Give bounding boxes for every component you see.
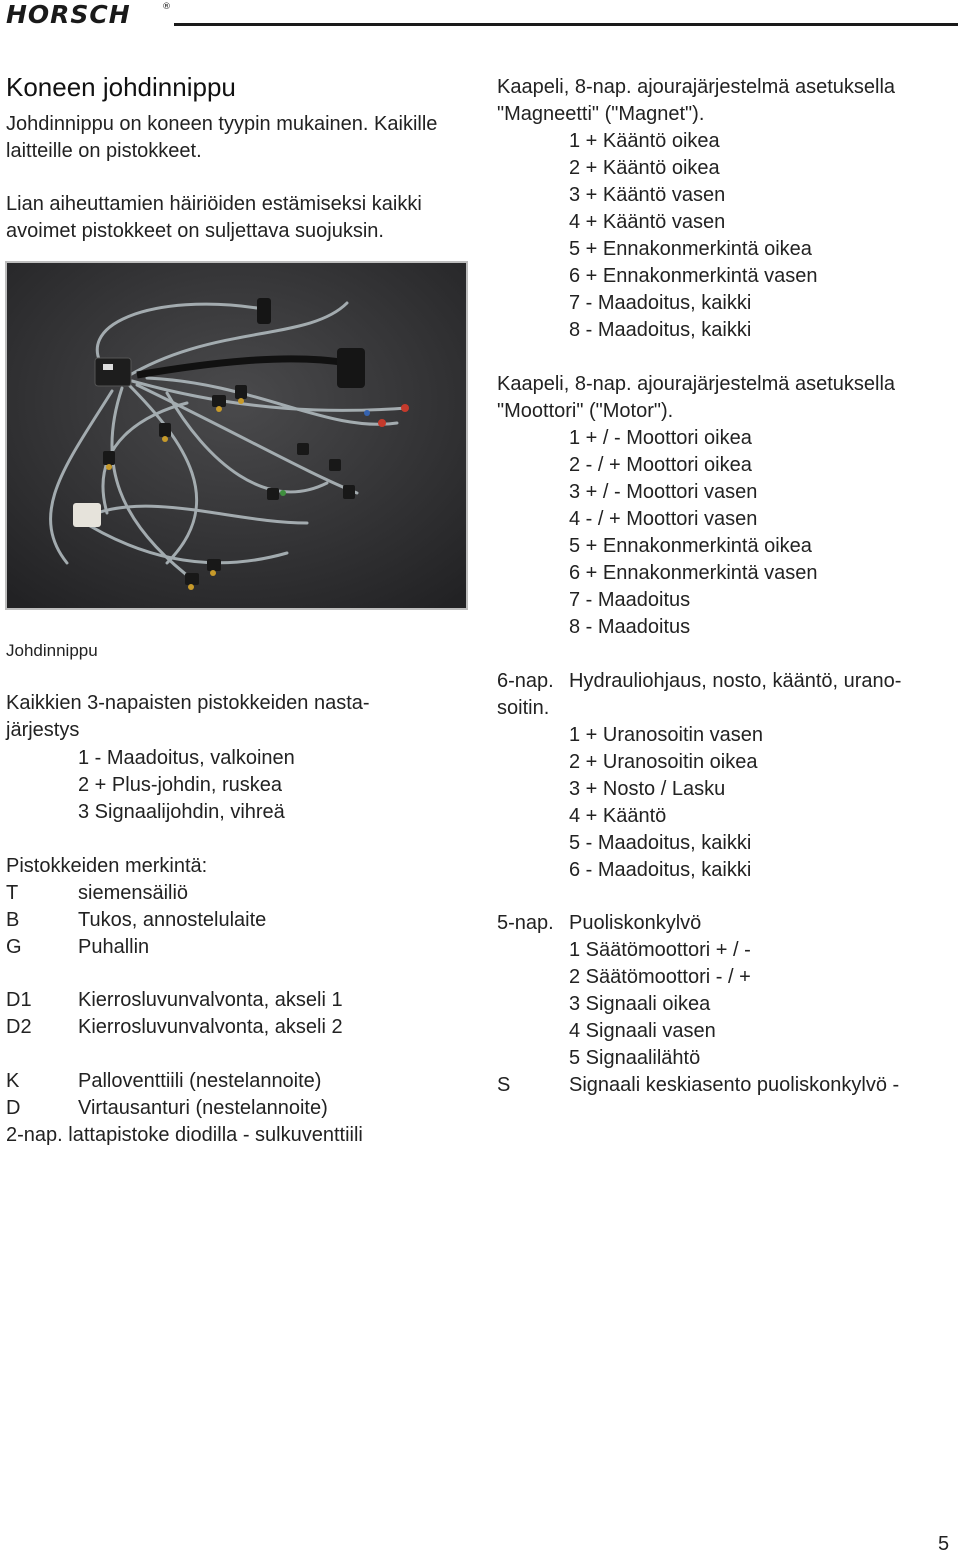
pin-heading-line-1: Kaikkien 3-napaisten pistokkeiden nasta- [6, 692, 370, 714]
wiring-harness-illustration [7, 263, 466, 608]
five-pin-item: 1 Säätömoottori + / - [569, 939, 751, 961]
magnet-item: 8 - Maadoitus, kaikki [569, 319, 752, 341]
marking-code: D1 [6, 989, 32, 1011]
magnet-item: 1 + Kääntö oikea [569, 130, 720, 152]
magnet-item: 5 + Ennakonmerkintä oikea [569, 238, 812, 260]
magnet-item: 6 + Ennakonmerkintä vasen [569, 265, 818, 287]
registered-mark: ® [162, 2, 171, 12]
motor-item: 1 + / - Moottori oikea [569, 427, 752, 449]
two-pin-note: 2-nap. lattapistoke diodilla - sulkuventtiili [6, 1124, 363, 1146]
motor-item: 8 - Maadoitus [569, 616, 691, 638]
marking-text: Virtausanturi (nestelannoite) [78, 1097, 328, 1119]
intro-line-4: avoimet pistokkeet on suljettava suojuksin. [6, 220, 384, 242]
s-text: Signaali keskiasento puoliskonkylvö - [569, 1074, 900, 1096]
page-header [0, 0, 960, 32]
motor-item: 7 - Maadoitus [569, 589, 691, 611]
six-pin-item: 5 - Maadoitus, kaikki [569, 832, 752, 854]
motor-item: 5 + Ennakonmerkintä oikea [569, 535, 812, 557]
magnet-cable-heading: Kaapeli, 8-nap. ajourajärjestelmä asetuksella [497, 76, 896, 98]
six-pin-item: 6 - Maadoitus, kaikki [569, 859, 752, 881]
marking-heading: Pistokkeiden merkintä: [6, 855, 208, 877]
intro-line-2: laitteille on pistokkeet. [6, 140, 202, 162]
pin-item: 2 + Plus-johdin, ruskea [78, 774, 283, 796]
five-pin-text: Puoliskonkylvö [569, 912, 702, 934]
motor-cable-heading-2: "Moottori" ("Motor"). [497, 400, 674, 422]
marking-text: siemensäiliö [78, 882, 189, 904]
pin-heading-line-2: järjestys [6, 719, 80, 741]
motor-item: 3 + / - Moottori vasen [569, 481, 758, 503]
five-pin-label: 5-nap. [497, 912, 554, 934]
five-pin-item: 3 Signaali oikea [569, 993, 711, 1015]
marking-code: K [6, 1070, 20, 1092]
marking-code: B [6, 909, 20, 931]
marking-text: Kierrosluvunvalvonta, akseli 2 [78, 1016, 343, 1038]
magnet-item: 3 + Kääntö vasen [569, 184, 726, 206]
motor-item: 4 - / + Moottori vasen [569, 508, 758, 530]
magnet-item: 2 + Kääntö oikea [569, 157, 720, 179]
six-pin-item: 4 + Kääntö [569, 805, 667, 827]
s-label: S [497, 1074, 511, 1096]
pin-item: 1 - Maadoitus, valkoinen [78, 747, 295, 769]
five-pin-item: 4 Signaali vasen [569, 1020, 716, 1042]
six-pin-item: 2 + Uranosoitin oikea [569, 751, 758, 773]
motor-item: 2 - / + Moottori oikea [569, 454, 752, 476]
horsch-logo: HORSCH [6, 0, 131, 29]
intro-line-3: Lian aiheuttamien häiriöiden estämiseksi kaikki [6, 193, 422, 215]
photo-caption: Johdinnippu [6, 641, 98, 660]
six-pin-text: Hydrauliohjaus, nosto, kääntö, urano- [569, 670, 902, 692]
marking-text: Palloventtiili (nestelannoite) [78, 1070, 322, 1092]
six-pin-text-2: soitin. [497, 697, 550, 719]
marking-text: Tukos, annostelulaite [78, 909, 267, 931]
page-title: Koneen johdinnippu [6, 72, 236, 102]
marking-code: T [6, 882, 19, 904]
magnet-cable-heading-2: "Magneetti" ("Magnet"). [497, 103, 705, 125]
pin-item: 3 Signaalijohdin, vihreä [78, 801, 285, 823]
five-pin-item: 2 Säätömoottori - / + [569, 966, 751, 988]
marking-text: Puhallin [78, 936, 150, 958]
wiring-harness-photo [5, 261, 468, 610]
marking-text: Kierrosluvunvalvonta, akseli 1 [78, 989, 343, 1011]
six-pin-label: 6-nap. [497, 670, 554, 692]
page-number: 5 [938, 1533, 950, 1555]
marking-code: G [6, 936, 22, 958]
intro-line-1: Johdinnippu on koneen tyypin mukainen. Kaikille [6, 113, 438, 135]
motor-item: 6 + Ennakonmerkintä vasen [569, 562, 818, 584]
six-pin-item: 3 + Nosto / Lasku [569, 778, 726, 800]
six-pin-item: 1 + Uranosoitin vasen [569, 724, 764, 746]
marking-code: D2 [6, 1016, 32, 1038]
magnet-item: 4 + Kääntö vasen [569, 211, 726, 233]
five-pin-item: 5 Signaalilähtö [569, 1047, 701, 1069]
magnet-item: 7 - Maadoitus, kaikki [569, 292, 752, 314]
header-rule [174, 23, 958, 26]
motor-cable-heading: Kaapeli, 8-nap. ajourajärjestelmä asetuksella [497, 373, 896, 395]
marking-code: D [6, 1097, 21, 1119]
